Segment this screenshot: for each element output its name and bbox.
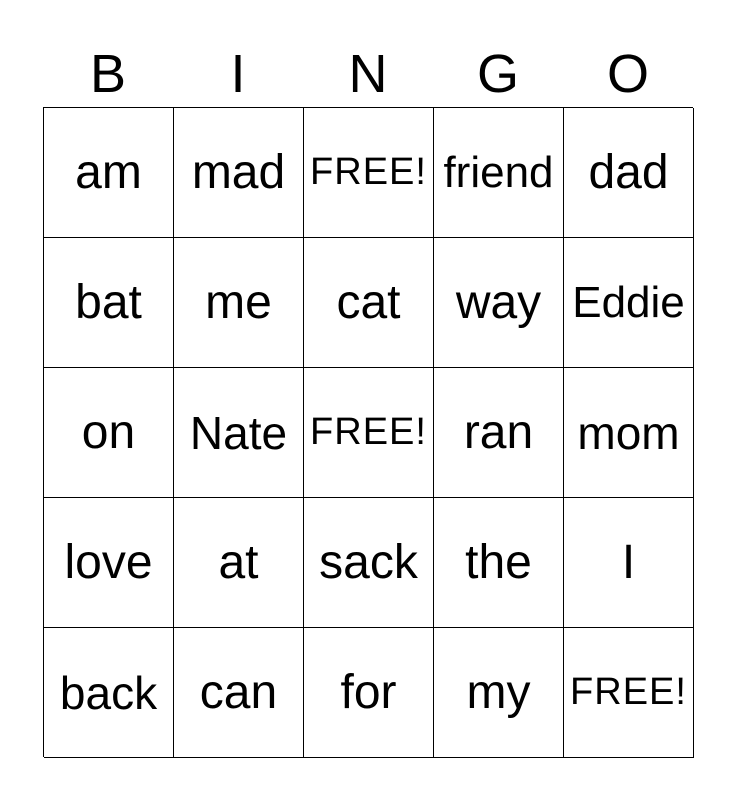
bingo-cell-r4-c3[interactable]: sack: [304, 498, 434, 628]
header-letter-g: G: [476, 44, 519, 104]
bingo-cell-r4-c1[interactable]: love: [44, 498, 174, 628]
bingo-board: [43, 107, 693, 757]
bingo-header: [43, 40, 693, 108]
header-letter-i: I: [230, 44, 246, 104]
bingo-cell-r1-c2[interactable]: mad: [174, 108, 304, 238]
bingo-cell-r2-c5[interactable]: Eddie: [564, 238, 694, 368]
bingo-cell-r4-c4[interactable]: the: [434, 498, 564, 628]
bingo-cell-r3-c1[interactable]: on: [44, 368, 174, 498]
bingo-cell-r3-c4[interactable]: ran: [434, 368, 564, 498]
bingo-cell-r1-c1[interactable]: am: [44, 108, 174, 238]
bingo-cell-r3-c2[interactable]: Nate: [174, 368, 304, 498]
bingo-cell-r5-c5-free[interactable]: FREE!: [564, 628, 694, 758]
bingo-cell-r2-c2[interactable]: me: [174, 238, 304, 368]
bingo-cell-r4-c5[interactable]: I: [564, 498, 694, 628]
bingo-cell-r5-c4[interactable]: my: [434, 628, 564, 758]
bingo-cell-r5-c2[interactable]: can: [174, 628, 304, 758]
bingo-cell-r2-c4[interactable]: way: [434, 238, 564, 368]
header-letter-n: N: [348, 44, 388, 104]
bingo-cell-r1-c3-free[interactable]: FREE!: [304, 108, 434, 238]
bingo-cell-r3-c3-free[interactable]: FREE!: [304, 368, 434, 498]
bingo-cell-r1-c4[interactable]: friend: [434, 108, 564, 238]
bingo-cell-r4-c2[interactable]: at: [174, 498, 304, 628]
bingo-cell-r3-c5[interactable]: mom: [564, 368, 694, 498]
bingo-cell-r2-c1[interactable]: bat: [44, 238, 174, 368]
bingo-cell-r2-c3[interactable]: cat: [304, 238, 434, 368]
bingo-cell-r1-c5[interactable]: dad: [564, 108, 694, 238]
header-letter-b: B: [89, 44, 127, 104]
header-letter-o: O: [606, 44, 649, 104]
bingo-cell-r5-c1[interactable]: back: [44, 628, 174, 758]
bingo-cell-r5-c3[interactable]: for: [304, 628, 434, 758]
